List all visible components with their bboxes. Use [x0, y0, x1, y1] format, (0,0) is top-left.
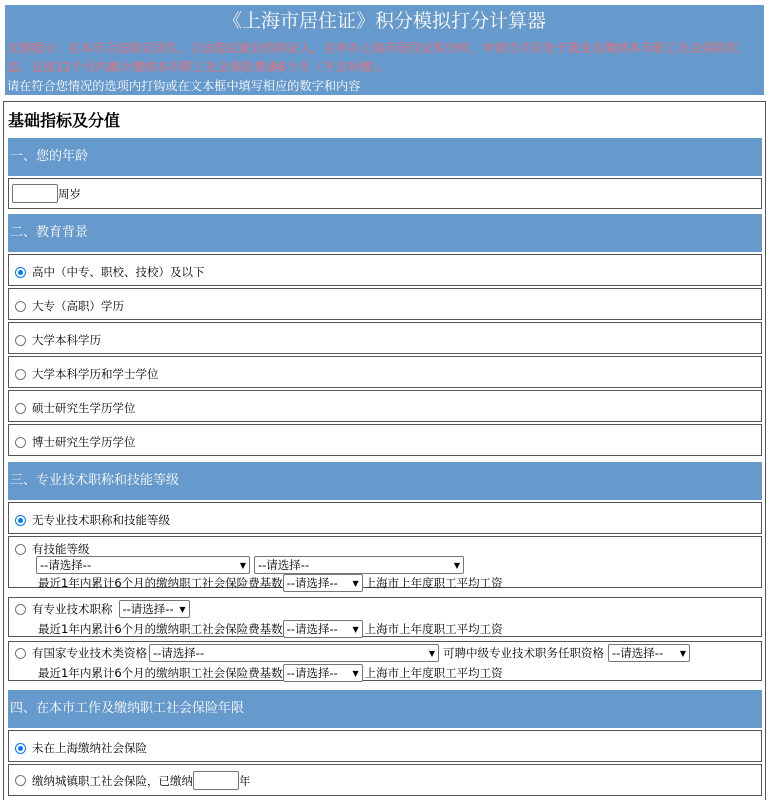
- insurance-base-label: 最近1年内累计6个月的缴纳职工社会保险费基数: [38, 666, 283, 680]
- education-radio[interactable]: [15, 403, 26, 414]
- national-label: 有国家专业技术类资格: [32, 646, 147, 660]
- education-option-label: 大专（高职）学历: [32, 299, 124, 313]
- chevron-down-icon: ▼: [352, 668, 359, 678]
- education-option-label: 大学本科学历和学士学位: [32, 367, 159, 381]
- hire-qualification-select[interactable]: --请选择-- ▼: [608, 644, 690, 662]
- chevron-down-icon: ▼: [428, 648, 435, 658]
- chevron-down-icon: ▼: [352, 578, 359, 588]
- skill-category-select[interactable]: --请选择-- ▼: [36, 556, 250, 574]
- instruction-note: 请在符合您情况的选项内打钩或在文本框中填写相应的数字和内容: [7, 79, 361, 93]
- section-header-education: 二、教育背景: [8, 214, 762, 252]
- education-option-high-school[interactable]: [8, 254, 762, 286]
- insurance-years-input[interactable]: [193, 771, 239, 790]
- education-option-bachelor-degree[interactable]: [8, 356, 762, 388]
- education-option-doctor[interactable]: [8, 424, 762, 456]
- skill-insurance-base-select[interactable]: --请选择-- ▼: [283, 574, 363, 592]
- friendly-tip: 友情提示：在本市合法稳定居住、合法稳定就业的持证人，在申办上海市居住证积分时，申请当月应处于就业及缴纳本市职工社会保险状态，且前12个月内累计缴纳本市职工社会保险费满6个月（不含补缴）。: [7, 41, 739, 74]
- insurance-base-label: 最近1年内累计6个月的缴纳职工社会保险费基数: [38, 576, 283, 590]
- insurance-radio[interactable]: [15, 775, 26, 786]
- education-option-label: 硕士研究生学历学位: [32, 401, 136, 415]
- basic-indicators-panel: [3, 101, 766, 800]
- education-option-college[interactable]: [8, 288, 762, 320]
- chevron-down-icon: ▼: [352, 624, 359, 634]
- panel-title: 基础指标及分值: [8, 111, 121, 130]
- professional-none-label: 无专业技术职称和技能等级: [32, 513, 170, 527]
- skill-level-select[interactable]: --请选择-- ▼: [254, 556, 464, 574]
- age-row: [8, 178, 762, 209]
- professional-option-title[interactable]: [8, 597, 762, 637]
- insurance-radio[interactable]: [15, 743, 26, 754]
- header-banner: [5, 5, 764, 95]
- insurance-years-unit: 年: [239, 773, 251, 788]
- education-option-label: 博士研究生学历学位: [32, 435, 136, 449]
- education-option-bachelor[interactable]: [8, 322, 762, 354]
- education-option-label: 大学本科学历: [32, 333, 101, 347]
- education-option-label: 高中（中专、职校、技校）及以下: [32, 265, 205, 279]
- average-wage-suffix: 上海市上年度职工平均工资: [364, 576, 503, 590]
- age-input[interactable]: [12, 184, 58, 203]
- professional-radio[interactable]: [15, 544, 26, 555]
- section-header-professional: 三、专业技术职称和技能等级: [8, 462, 762, 500]
- chevron-down-icon: ▼: [239, 560, 246, 570]
- title-label: 有专业技术职称: [32, 602, 113, 616]
- education-radio[interactable]: [15, 301, 26, 312]
- professional-radio[interactable]: [15, 515, 26, 526]
- page-title: 《上海市居住证》积分模拟打分计算器: [222, 10, 546, 32]
- national-insurance-base-select[interactable]: --请选择-- ▼: [283, 664, 363, 682]
- education-radio[interactable]: [15, 335, 26, 346]
- skill-label: 有技能等级: [32, 542, 90, 556]
- professional-radio[interactable]: [15, 604, 26, 615]
- section-header-social-insurance: 四、在本市工作及缴纳职工社会保险年限: [8, 690, 762, 728]
- average-wage-suffix: 上海市上年度职工平均工资: [364, 666, 503, 680]
- insurance-option-paid[interactable]: [8, 764, 762, 796]
- professional-option-skill[interactable]: [8, 536, 762, 588]
- professional-option-national[interactable]: [8, 641, 762, 681]
- insurance-base-label: 最近1年内累计6个月的缴纳职工社会保险费基数: [38, 622, 283, 636]
- title-insurance-base-select[interactable]: --请选择-- ▼: [283, 620, 363, 638]
- professional-option-none[interactable]: [8, 502, 762, 534]
- chevron-down-icon: ▼: [453, 560, 460, 570]
- insurance-option-none[interactable]: [8, 730, 762, 762]
- hire-qualification-label: 可聘中级专业技术职务任职资格: [443, 646, 604, 660]
- section-header-age: 一、您的年龄: [8, 138, 762, 176]
- average-wage-suffix: 上海市上年度职工平均工资: [364, 622, 503, 636]
- insurance-option-label: 未在上海缴纳社会保险: [32, 741, 147, 755]
- professional-radio[interactable]: [15, 648, 26, 659]
- education-radio[interactable]: [15, 369, 26, 380]
- education-option-master[interactable]: [8, 390, 762, 422]
- education-radio[interactable]: [15, 267, 26, 278]
- chevron-down-icon: ▼: [679, 648, 686, 658]
- national-qualification-select[interactable]: --请选择-- ▼: [149, 644, 439, 662]
- education-radio[interactable]: [15, 437, 26, 448]
- age-unit: 周岁: [58, 186, 81, 201]
- title-level-select[interactable]: --请选择-- ▼: [119, 600, 190, 618]
- chevron-down-icon: ▼: [179, 604, 186, 614]
- insurance-option-label: 缴纳城镇职工社会保险，已缴纳: [32, 773, 193, 788]
